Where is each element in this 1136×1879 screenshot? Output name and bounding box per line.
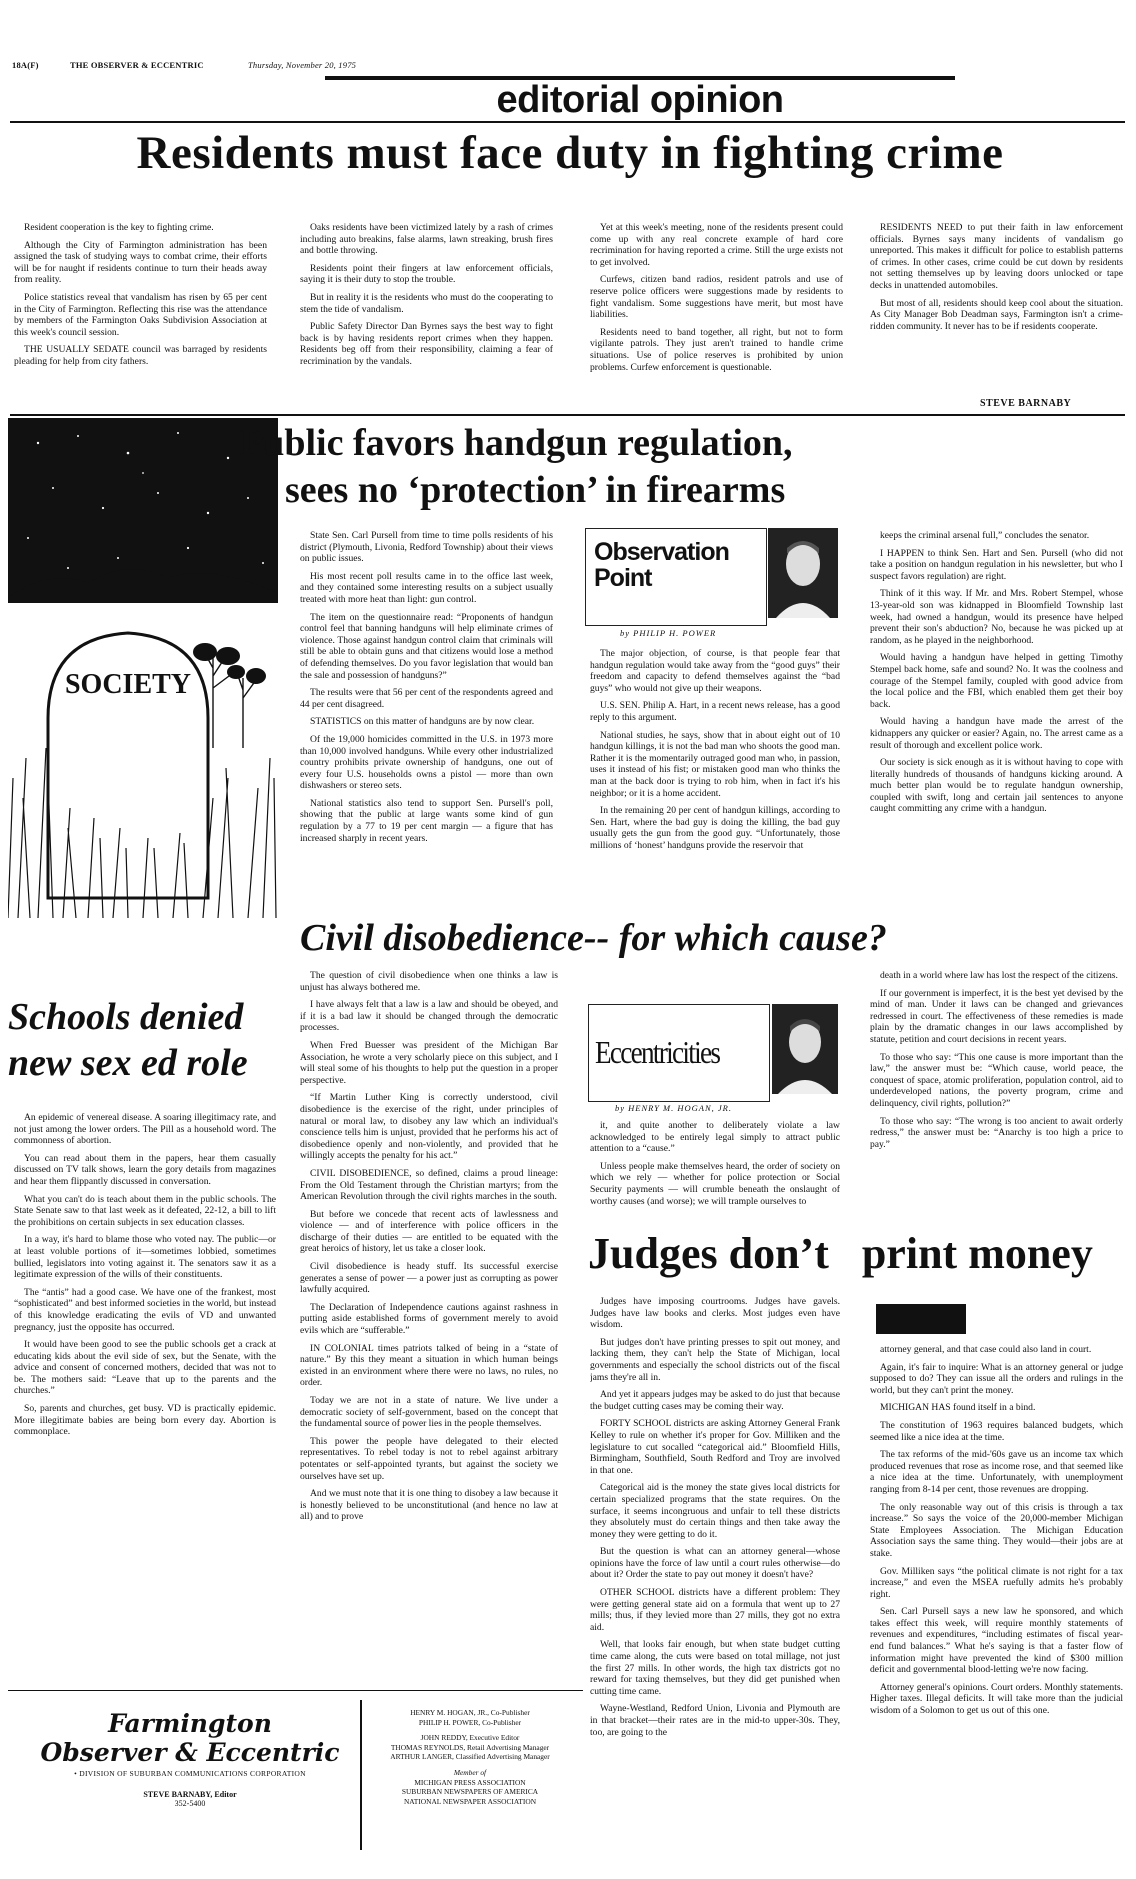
paragraph: Would having a handgun have helped in getting Timothy Stempel back home, safe and sound? No. It was the coolness and courage of the Stempel family, coupled with good advice from the local police and the FBI, which enabled them get their boy back. bbox=[870, 652, 1123, 710]
section-divider bbox=[10, 414, 1125, 416]
article1-headline: Residents must face duty in fighting crime bbox=[136, 127, 1004, 179]
paragraph: Again, it's fair to inquire: What is an attorney general or judge supposed to do? They can issue all the orders and rulings in the world, but they can't print the money. bbox=[870, 1361, 1123, 1396]
paragraph: Although the City of Farmington administration has been assigned the task of studying ways to combat crime, their efforts will be for naught if residents continue to turn their heads away from reality. bbox=[14, 239, 267, 286]
paragraph: Today we are not in a state of nature. We live under a democratic society of self-government, based on the concept that the fundamental source of power lies in the people themselves. bbox=[300, 1395, 558, 1430]
article4-byline: by HENRY M. HOGAN, JR. bbox=[615, 1103, 732, 1113]
paragraph: If our government is imperfect, it is the best yet devised by the mind of man. Under it laws can be changed and grievances redressed in court. The effectiveness of these remedies is made plain by the dramatic changes in our laws accomplished by statute, petition and court decisions in recent years. bbox=[870, 987, 1123, 1045]
paragraph: The tax reforms of the mid-'60s gave us an income tax which produced revenues that rose as income rose, and that seemed like a nice idea at the time. Unfortunately, with unemployment ranging from 8-14 per cent, those revenues are dropping. bbox=[870, 1449, 1123, 1495]
eccentricities-logo bbox=[588, 1004, 770, 1102]
nameplate bbox=[30, 1710, 350, 1808]
staff-line: JOHN REDDY, Executive Editor bbox=[420, 1733, 520, 1743]
staff-line: MICHIGAN PRESS ASSOCIATION bbox=[414, 1777, 526, 1787]
paragraph: In the remaining 20 per cent of handgun killings, according to Sen. Hart, where the bad guy is doing the killing, the bad guy usually gets the gun from the good guy. “Unfortunately, those millions of ‘honest’ handguns provide the reservoir that bbox=[590, 805, 840, 851]
article2-col1 bbox=[300, 530, 553, 910]
staff-line: THOMAS REYNOLDS, Retail Advertising Manager bbox=[390, 1742, 550, 1752]
paper-name: THE OBSERVER & ECCENTRIC bbox=[70, 60, 204, 70]
banner-rule-bottom bbox=[10, 121, 1125, 123]
paragraph: Oaks residents have been victimized lately by a rash of crimes including auto breakins, false alarms, lawn streaking, brush fires and bottle throwing. bbox=[300, 222, 553, 257]
staff-line: SUBURBAN NEWSPAPERS OF AMERICA bbox=[401, 1787, 539, 1797]
article5-headline: Judges don’t print money bbox=[588, 1229, 1093, 1278]
paragraph: attorney general, and that case could also land in court. bbox=[880, 1344, 1092, 1355]
paragraph: it, and quite another to deliberately violate a law acknowledged to be entirely legal simply to attract public attention to a “cause.” bbox=[590, 1120, 840, 1155]
author-portrait bbox=[772, 1004, 838, 1094]
paragraph: Gov. Milliken says “the political climate is not right for a tax increase,” and even the MSEA ruefully admits he's probably right. bbox=[870, 1565, 1123, 1600]
article1-col3 bbox=[590, 222, 843, 407]
paragraph: National studies, he says, show that in about eight out of 10 handgun killings, it is not the bad man who shoots the good man. Rather it is the momentarily outraged good man who, in passion, uses it instead of his fist; or mistaken good man who thinks the man at the back door is trying to rob him, when in fact it's his neighbor; or it is a home accident. bbox=[590, 729, 840, 799]
paragraph: National statistics also tend to support Sen. Pursell's poll, showing that the public at large wants some kind of gun regulation by a 77 to 19 per cent margin — a figure that has increased sharply in recent years. bbox=[300, 797, 553, 844]
paragraph: U.S. SEN. Philip A. Hart, in a recent news release, has a good reply to this argument. bbox=[590, 700, 840, 723]
staff-line: Member of bbox=[453, 1767, 487, 1777]
paragraph: IN COLONIAL times patriots talked of being in a “state of nature.” By this they meant a situation in which human beings existed in an environment where there were no laws, no rules, no order. bbox=[300, 1342, 558, 1389]
article1-col1 bbox=[14, 222, 267, 407]
paragraph: But most of all, residents should keep cool about the situation. As City Manager Bob Deadman says, Farmington isn't a crime-ridden community. It never has to be if residents cooperate. bbox=[870, 297, 1123, 332]
paragraph: It would have been good to see the public schools get a crack at educating kids about the evil side of sex, but the Senate, with the advice and consent of concerned mothers, decided that was not to be. The mothers said: “Leave that up to the parents and the churches.” bbox=[14, 1339, 276, 1397]
paragraph: Unless people make themselves heard, the order of society on which we rely — whether for police protection or Social Security payments — will crumble beneath the onslaught of worthy causes (and worse); we will trample ourselves to bbox=[590, 1160, 840, 1207]
paragraph: To those who say: “This one cause is more important than the law,” the answer must be: “Which cause, world peace, the conquest of space, atomic proliferation, population control, aid to underdeveloped nations, the poverty program, crime and delinquency, civil rights, pollution?” bbox=[870, 1051, 1123, 1109]
paragraph: The only reasonable way out of this crisis is through a tax increase.” So says the voice of the 20,000-member Michigan State Employees Association. The Michigan Education Association says the same thing. They would—their jobs are at stake. bbox=[870, 1501, 1123, 1559]
paragraph: The results were that 56 per cent of the respondents agreed and 44 per cent disagreed. bbox=[300, 687, 553, 710]
paragraph: The constitution of 1963 requires balanced budgets, which seemed like a nice idea at the time. bbox=[870, 1419, 1123, 1443]
nameplate-division: • DIVISION OF SUBURBAN COMMUNICATIONS CORPORATION bbox=[74, 1769, 306, 1778]
article3-body bbox=[14, 1112, 276, 1640]
page-number: 18A(F) bbox=[12, 60, 39, 70]
paragraph: OTHER SCHOOL districts have a different problem: They were getting general state aid on a formula that went up to 27 mills; thus, if they levied more than 27 mills, they got no extra aid. bbox=[590, 1587, 840, 1633]
paragraph: Residents point their fingers at law enforcement officials, saying it is their duty to stop the trouble. bbox=[300, 262, 553, 286]
nameplate-line2: Observer & Eccentric bbox=[40, 1738, 340, 1767]
article1-col4 bbox=[870, 222, 1123, 397]
paragraph: The major objection, of course, is that people fear that handgun regulation would take away from the “good guys” their freedom and capacity to defend themselves against the “bad guys” who would not give up their weapons. bbox=[590, 648, 840, 694]
article5-col1 bbox=[590, 1296, 840, 1858]
paragraph: When Fred Buesser was president of the Michigan Bar Association, he wrote a very scholarly piece on this subject, and I will steal some of his thoughts to help put the question in a proper perspective. bbox=[300, 1039, 558, 1086]
paragraph: But before we concede that recent acts of lawlessness and violence — and of interference with police officers in the discharge of their duties — are entitled to be equated with the great heroics of history, let us take a closer look. bbox=[300, 1208, 558, 1255]
paragraph: Public Safety Director Dan Byrnes says the best way to fight back is by having residents report crimes when they happen. Residents beg off from their responsibility, claiming a fear of recrimination by the vandals. bbox=[300, 321, 553, 367]
paragraph: Yet at this week's meeting, none of the residents present could come up with any real concrete example of hard core recrimination for having reported a crime. Still the urge exists not to get involved. bbox=[590, 222, 843, 268]
paragraph: CIVIL DISOBEDIENCE, so defined, claims a proud lineage: From the Old Testament through the Christian martyrs; from the American Revolution through the civil rights marches in the south. bbox=[300, 1167, 558, 1203]
column-logo-text: Eccentricities bbox=[595, 1034, 720, 1070]
article2-headline-line1: Public favors handgun regulation, bbox=[240, 422, 793, 464]
paragraph: You can read about them in the papers, hear them casually discussed on TV talk shows, learn the gory details from magazines and hear them flippantly discussed in conversation. bbox=[14, 1152, 276, 1187]
society-tombstone-illustration bbox=[8, 418, 278, 918]
staff-divider bbox=[360, 1700, 362, 1850]
paragraph: Police statistics reveal that vandalism has risen by 65 per cent in the City of Farmington. Reflecting this rise was the attendance by members of the Farmington Oaks Subdivision Association at this week's council session. bbox=[14, 291, 267, 338]
paragraph: Attorney general's opinions. Court orders. Monthly statements. Higher taxes. Illegal deficits. It will take more than the judicial wisdom of a Solomon to get us out of this one. bbox=[870, 1681, 1123, 1717]
article2-headline-line2: sees no ‘protection’ in firearms bbox=[285, 469, 786, 511]
paragraph: Categorical aid is the money the state gives local districts for certain specialized programs that the state requires. On the surface, it seems incongruous and unfair to tell these districts they absolutely must do certain things and then take away the money they were getting to do it. bbox=[590, 1482, 840, 1540]
paragraph: But in reality it is the residents who must do the cooperating to stem the tide of vandalism. bbox=[300, 291, 553, 315]
article5-col2 bbox=[870, 1344, 1123, 1858]
paragraph: This power the people have delegated to their elected representatives. To rebel today is not to rebel against arbitrary potentates or self-appointed tyrants, but against the society we ourselves have set up. bbox=[300, 1435, 558, 1482]
article3-headline-line1: Schools denied bbox=[8, 996, 244, 1038]
nameplate-phone: 352-5400 bbox=[174, 1799, 206, 1808]
article2-byline: by PHILIP H. POWER bbox=[620, 628, 717, 638]
section-banner: editorial opinion bbox=[496, 79, 784, 121]
paragraph: The “antis” had a good case. We have one of the frankest, most “sophisticated” and best informed societies in the world, but instead of this knowledge eradicating the evils of VD and unwanted pregnancy, just the opposite has occurred. bbox=[14, 1286, 276, 1333]
staff-box bbox=[370, 1708, 570, 1806]
paragraph: The question of civil disobedience when one thinks a law is unjust has always bothered me. bbox=[300, 970, 558, 993]
paragraph: FORTY SCHOOL districts are asking Attorney General Frank Kelley to rule on whether it's proper for Gov. Milliken and the legislature to cut socalled “categorical aid.” Bloomfield Hills, Birmingham, Southfield, South Redford and Troy are involved in that one. bbox=[590, 1418, 840, 1476]
paragraph: I have always felt that a law is a law and should be obeyed, and if it is a bad law it should be changed through the democratic processes. bbox=[300, 999, 558, 1034]
paragraph: THE USUALLY SEDATE council was barraged by residents pleading for help from city fathers. bbox=[14, 344, 267, 367]
paragraph: Civil disobedience is heady stuff. Its successful exercise generates a sense of power — a power just as corrupting as power lawfully acquired. bbox=[300, 1261, 558, 1296]
tombstone-label: SOCIETY bbox=[64, 669, 192, 700]
article2-col3 bbox=[870, 530, 1123, 910]
article1-col2 bbox=[300, 222, 553, 407]
article4-headline: Civil disobedience-- for which cause? bbox=[300, 917, 887, 959]
article4-col1 bbox=[300, 970, 558, 1680]
paragraph: But judges don't have printing presses to spit out money, and lacking them, they can't help the State of Michigan, local governments and especially the school districts out of the fiscal jams they're all in. bbox=[590, 1336, 840, 1383]
column-logo-text: Observation Point bbox=[594, 538, 729, 592]
paragraph: Would having a handgun have made the arrest of the kidnappers any quicker or easier? Again, no. The arrest came as a result of thorough and excellent police work. bbox=[870, 716, 1123, 751]
article1-signature: STEVE BARNABY bbox=[980, 398, 1072, 409]
nameplate-rule bbox=[8, 1690, 583, 1691]
paragraph: The Declaration of Independence cautions against rashness in putting aside established forms of government merely to avoid evils which are “sufferable.” bbox=[300, 1301, 558, 1337]
paragraph: Residents need to band together, all right, but not to form vigilante patrols. They just aren't trained to handle crime situations. Use of police reserves is prohibited by union problems. Curfew enforcement is questionable. bbox=[590, 326, 843, 373]
paragraph: Resident cooperation is the key to fighting crime. bbox=[24, 222, 214, 233]
paragraph: Think of it this way. If Mr. and Mrs. Robert Stempel, whose 13-year-old son was kidnapped in Bloomfield Township last week, had owned a handgun, would its presence have helped prevent their son's abduction? No, because he was picked up at random, as he played in the neighborhood. bbox=[870, 588, 1123, 646]
article4-col3 bbox=[870, 970, 1123, 1210]
paragraph: So, parents and churches, get busy. VD is practically epidemic. More illegitimate babies are being born every day. Abortion is commonplace. bbox=[14, 1403, 276, 1438]
nameplate-line1: Farmington bbox=[108, 1709, 272, 1738]
staff-line: NATIONAL NEWSPAPER ASSOCIATION bbox=[403, 1796, 537, 1806]
paragraph: Our society is sick enough as it is without having to cope with literally hundreds of thousands of handguns kicking around. A much better plan would be to regulate handgun ownership, coupled with swift, long and certain jail sentences to anyone caught committing any crime with a handgun. bbox=[870, 757, 1123, 815]
paragraph: Judges have imposing courtrooms. Judges have gavels. Judges have law books and clerks. Most judges even have wisdom. bbox=[590, 1296, 840, 1331]
paragraph: What you can't do is teach about them in the public schools. The State Senate saw to that last week as it defeated, 22-12, a bill to lift the prohibitions on certain subjects in sex education classes. bbox=[14, 1193, 276, 1228]
paragraph: “If Martin Luther King is correctly understood, civil disobedience is the exercise of the right, under principles of natural or moral law, to disobey any law which an individual's conscience tells him is unjust, provided that he performs his act of disobedience openly and non-violently, and provided that he willingly accepts the penalty for his act.” bbox=[300, 1092, 558, 1162]
paragraph: Of the 19,000 homicides committed in the U.S. in 1973 more than 10,000 involved handguns. While every other industrialized country prohibits private ownership of handguns, one out of every four U.S. households owns a pistol — more than own dishwashers or stereo sets. bbox=[300, 733, 553, 792]
paragraph: Sen. Carl Pursell says a new law he sponsored, and which takes effect this week, will require monthly statements of revenues and expenditures, “including estimates of fiscal year-end fund balances.” What he's saying is that a faster flow of information might have prevented the kind of $300 million deficit and governmental blood-letting we're now facing. bbox=[870, 1606, 1123, 1676]
paragraph: Wayne-Westland, Redford Union, Livonia and Plymouth are in that bracket—their rates are in the mid-to upper-30s. They, too, are going to the bbox=[590, 1703, 840, 1738]
author-portrait bbox=[768, 528, 838, 618]
staff-line: PHILIP H. POWER, Co-Publisher bbox=[418, 1717, 522, 1727]
column-logo-block bbox=[876, 1304, 966, 1334]
paragraph: keeps the criminal arsenal full,” concludes the senator. bbox=[880, 530, 1090, 541]
paragraph: To those who say: “The wrong is too ancient to await orderly redress,” the answer must be: “Anarchy is too high a price to pay.” bbox=[870, 1115, 1123, 1150]
article3-headline bbox=[8, 994, 290, 1086]
article3-headline-line2: new sex ed role bbox=[8, 1042, 248, 1084]
article4-col2 bbox=[590, 1120, 840, 1210]
staff-line: HENRY M. HOGAN, JR., Co-Publisher bbox=[410, 1708, 530, 1717]
paragraph: His most recent poll results came in to the office last week, and they contained some interesting results on a subject usually treated with more heat than light: gun control. bbox=[300, 570, 553, 605]
nameplate-editor: STEVE BARNABY, Editor bbox=[143, 1790, 237, 1799]
paragraph: Well, that looks fair enough, but when state budget cutting time came along, the cuts were based on total millage, not just the first 27 mills. In other words, the high tax districts got no reward for taxing themselves, but they did get punished when cutting time came. bbox=[590, 1639, 840, 1697]
paragraph: STATISTICS on this matter of handguns are by now clear. bbox=[310, 716, 535, 728]
issue-date: Thursday, November 20, 1975 bbox=[248, 60, 357, 70]
paragraph: RESIDENTS NEED to put their faith in law enforcement officials. Byrnes says many incidents of vandalism go unreported. This makes it difficult for police to establish patterns of crimes. In other cases, crime could be cut down by residents not setting themselves up by leaving doors unlocked or tape decks in unattended automobiles. bbox=[870, 222, 1123, 291]
paragraph: And we must note that it is one thing to disobey a law because it is honestly believed to be unconstitutional (and hence no law at all) and to prove bbox=[300, 1488, 558, 1523]
paragraph: An epidemic of venereal disease. A soaring illegitimacy rate, and not just among the lower orders. The Pill as a household word. The commonness of abortion. bbox=[14, 1112, 276, 1147]
paragraph: MICHIGAN HAS found itself in a bind. bbox=[880, 1402, 1036, 1414]
paragraph: In a way, it's hard to blame those who voted nay. The public—or at least voluble portions of it—sometimes lobbied, sometimes bullied, legislators into voting against it. The senators saw it as a legitimate expression of the wills of their constituents. bbox=[14, 1234, 276, 1281]
staff-line: ARTHUR LANGER, Classified Advertising Manager bbox=[390, 1752, 550, 1762]
paragraph: I HAPPEN to think Sen. Hart and Sen. Pursell (who did not take a position on handgun regulation in his newsletter, but who I suspect favors regulation) are right. bbox=[870, 547, 1123, 582]
paragraph: death in a world where law has lost the respect of the citizens. bbox=[880, 970, 1118, 981]
paragraph: The item on the questionnaire read: “Proponents of handgun control feel that banning handguns will help eliminate crimes of violence. Those against handgun control claim that criminals will still be able to obtain guns and that citizens would lose a method of defending themselves. Do you favor legislation that would ban the sale and possession of handguns?” bbox=[300, 611, 553, 681]
observation-point-logo bbox=[585, 528, 767, 626]
paragraph: Curfews, citizen band radios, resident patrols and use of reserve police officers were suggestions made by residents to fight vandalism. Some suggestions have merit, but most have liabilities. bbox=[590, 274, 843, 321]
article2-col2 bbox=[590, 648, 840, 910]
paragraph: And yet it appears judges may be asked to do just that because the budget cutting cases may be coming their way. bbox=[590, 1389, 840, 1412]
paragraph: State Sen. Carl Pursell from time to time polls residents of his district (Plymouth, Livonia, Redford Township) about their views on public issues. bbox=[300, 530, 553, 565]
paragraph: But the question is what can an attorney general—whose opinions have the force of law until a court rules otherwise—do about it? Order the state to pay out money it doesn't have? bbox=[590, 1546, 840, 1581]
